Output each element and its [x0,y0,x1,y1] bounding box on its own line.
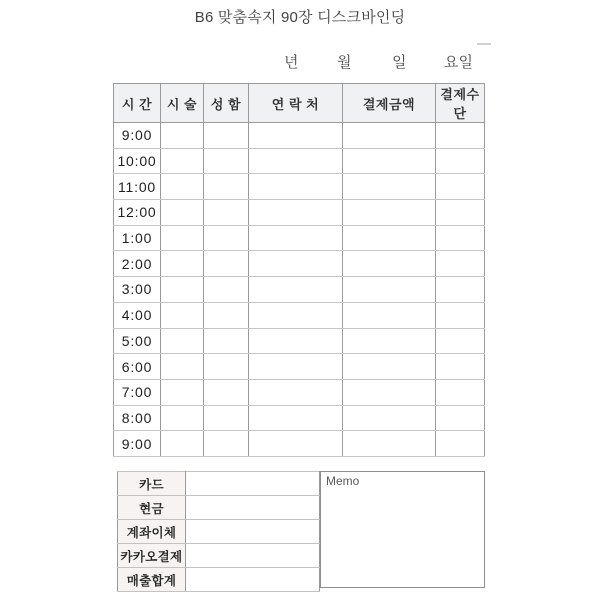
name-cell [204,379,249,405]
summary-label-cell: 매출합계 [118,568,186,592]
contact-cell [249,431,343,457]
summary-row [118,472,320,496]
payment-method-cell [436,251,485,277]
memo-box [320,471,485,588]
payment-method-cell [436,277,485,303]
schedule-row [114,277,485,303]
schedule-header-row [114,84,485,123]
summary-value-cell [186,472,320,496]
payment-amount-cell [343,123,436,149]
treatment-cell [161,225,204,251]
contact-cell [249,302,343,328]
treatment-cell [161,379,204,405]
contact-cell [249,405,343,431]
summary-row [118,520,320,544]
summary-value-cell [186,544,320,568]
name-cell [204,328,249,354]
contact-cell [249,354,343,380]
payment-method-cell [436,174,485,200]
payment-amount-cell [343,431,436,457]
payment-method-cell [436,354,485,380]
name-cell [204,174,249,200]
summary-value-cell [186,496,320,520]
year-label: 년 [284,54,299,71]
payment-method-cell [436,123,485,149]
memo-label: Memo [326,474,360,488]
treatment-cell [161,405,204,431]
payment-method-cell [436,405,485,431]
schedule-row [114,302,485,328]
schedule-row [114,251,485,277]
time-cell: 2:00 [114,251,161,277]
name-cell [204,225,249,251]
payment-amount-cell [343,174,436,200]
payment-amount-cell [343,251,436,277]
day-label: 일 [392,54,407,71]
contact-cell [249,277,343,303]
name-cell [204,251,249,277]
name-cell [204,302,249,328]
date-line [0,51,600,71]
sales-summary-table [117,471,320,592]
treatment-cell [161,174,204,200]
name-cell [204,123,249,149]
schedule-row [114,379,485,405]
payment-method-cell [436,148,485,174]
payment-method-cell [436,431,485,457]
schedule-header-cell: 시 간 [114,84,161,123]
time-cell: 7:00 [114,379,161,405]
schedule-table-head [114,84,485,123]
schedule-header-cell: 결제금액 [343,84,436,123]
schedule-row [114,354,485,380]
schedule-header-cell: 연 락 처 [249,84,343,123]
schedule-table-body [114,123,485,457]
contact-cell [249,174,343,200]
schedule-row [114,431,485,457]
summary-label-cell: 현금 [118,496,186,520]
payment-method-cell [436,225,485,251]
schedule-row [114,148,485,174]
name-cell [204,405,249,431]
summary-label-cell: 카드 [118,472,186,496]
payment-amount-cell [343,354,436,380]
payment-method-cell [436,328,485,354]
payment-amount-cell [343,328,436,354]
contact-cell [249,379,343,405]
payment-method-cell [436,379,485,405]
time-cell: 4:00 [114,302,161,328]
treatment-cell [161,123,204,149]
schedule-header-cell: 시 술 [161,84,204,123]
sales-summary-body [118,472,320,592]
payment-amount-cell [343,200,436,226]
payment-method-cell [436,200,485,226]
treatment-cell [161,302,204,328]
contact-cell [249,225,343,251]
summary-label-cell: 카카오결제 [118,544,186,568]
time-cell: 10:00 [114,148,161,174]
payment-amount-cell [343,225,436,251]
schedule-row [114,174,485,200]
time-cell: 6:00 [114,354,161,380]
time-cell: 12:00 [114,200,161,226]
contact-cell [249,148,343,174]
payment-amount-cell [343,277,436,303]
schedule-row [114,328,485,354]
time-cell: 11:00 [114,174,161,200]
schedule-table [113,83,485,457]
contact-cell [249,200,343,226]
name-cell [204,200,249,226]
contact-cell [249,251,343,277]
treatment-cell [161,251,204,277]
payment-amount-cell [343,379,436,405]
schedule-header-cell: 결제수단 [436,84,485,123]
treatment-cell [161,277,204,303]
payment-amount-cell [343,302,436,328]
name-cell [204,354,249,380]
time-cell: 5:00 [114,328,161,354]
treatment-cell [161,148,204,174]
schedule-row [114,405,485,431]
time-cell: 8:00 [114,405,161,431]
summary-label-cell: 계좌이체 [118,520,186,544]
time-cell: 3:00 [114,277,161,303]
schedule-row [114,123,485,149]
corner-dash [477,43,491,45]
summary-value-cell [186,520,320,544]
page-title: B6 맞춤속지 90장 디스크바인딩 [194,9,406,26]
schedule-header-cell: 성 함 [204,84,249,123]
summary-row [118,568,320,592]
name-cell [204,277,249,303]
treatment-cell [161,200,204,226]
time-cell: 9:00 [114,431,161,457]
contact-cell [249,328,343,354]
payment-method-cell [436,302,485,328]
summary-value-cell [186,568,320,592]
name-cell [204,148,249,174]
month-label: 월 [337,54,352,71]
weekday-label: 요일 [444,54,473,71]
treatment-cell [161,354,204,380]
payment-amount-cell [343,405,436,431]
summary-row [118,544,320,568]
name-cell [204,431,249,457]
treatment-cell [161,328,204,354]
summary-row [118,496,320,520]
contact-cell [249,123,343,149]
time-cell: 1:00 [114,225,161,251]
schedule-row [114,225,485,251]
payment-amount-cell [343,148,436,174]
treatment-cell [161,431,204,457]
time-cell: 9:00 [114,123,161,149]
schedule-row [114,200,485,226]
